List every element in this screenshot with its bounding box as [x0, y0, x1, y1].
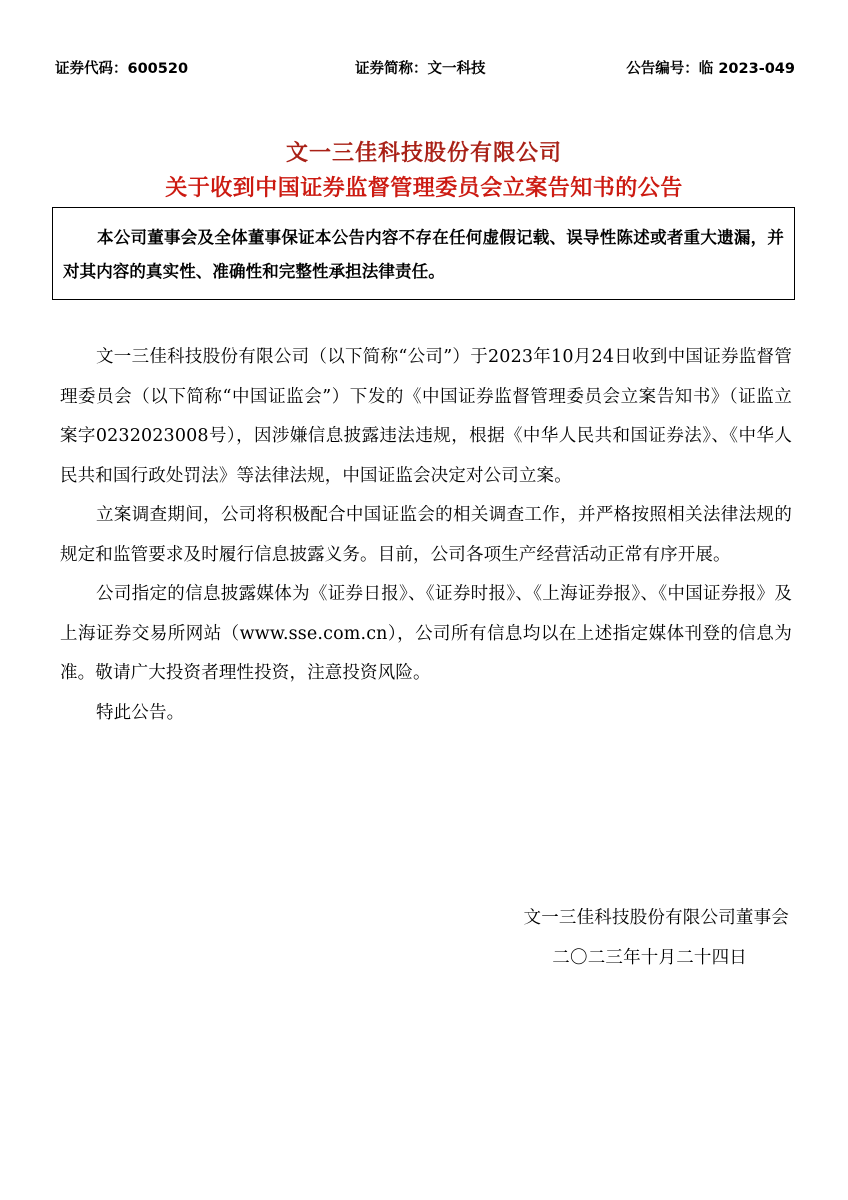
- body-paragraph-2: 立案调查期间，公司将积极配合中国证监会的相关调查工作，并严格按照相关法律法规的规定和监管要求及时履行信息披露义务。目前，公司各项生产经营活动正常有序开展。: [60, 505, 792, 565]
- title-company-name: 文一三佳科技股份有限公司: [285, 140, 562, 166]
- body-paragraph-1: 文一三佳科技股份有限公司（以下简称“公司”）于2023年10月24日收到中国证券监督管理委员会（以下简称“中国证监会”）下发的《中国证券监督管理委员会立案告知书》（证监立案字0232023008号），因涉嫌信息披露违法违规，根据《中华人民共和国证券法》、《中华人民共和国行政处罚法》等法律法规，中国证监会决定对公司立案。: [60, 347, 792, 486]
- body-paragraph-3: 公司指定的信息披露媒体为《证券日报》、《证券时报》、《上海证券报》、《中国证券报》及上海证券交易所网站（www.sse.com.cn），公司所有信息均以在上述指定媒体刊登的信息为准。敬请广大投资者理性投资，注意投资风险。: [60, 584, 792, 683]
- signature-date: 二〇二三年十月二十四日: [552, 948, 747, 968]
- signature-company: 文一三佳科技股份有限公司董事会: [523, 908, 789, 928]
- announcement-number: 公告编号：临 2023-049: [626, 61, 795, 77]
- document-header: [55, 57, 795, 78]
- security-abbreviation: 证券简称：文一科技: [355, 61, 486, 77]
- disclaimer-text: 本公司董事会及全体董事保证本公告内容不存在任何虚假记载、误导性陈述或者重大遗漏，并对其内容的真实性、准确性和完整性承担法律责任。: [63, 228, 784, 281]
- document-body: [60, 338, 792, 733]
- body-paragraph-closing: 特此公告。: [96, 702, 185, 723]
- security-code: 证券代码：600520: [55, 61, 189, 77]
- page-title: [0, 138, 848, 204]
- title-subject: 关于收到中国证券监督管理委员会立案告知书的公告: [165, 175, 683, 201]
- disclaimer-box: [52, 207, 795, 300]
- signature-block: [373, 898, 793, 978]
